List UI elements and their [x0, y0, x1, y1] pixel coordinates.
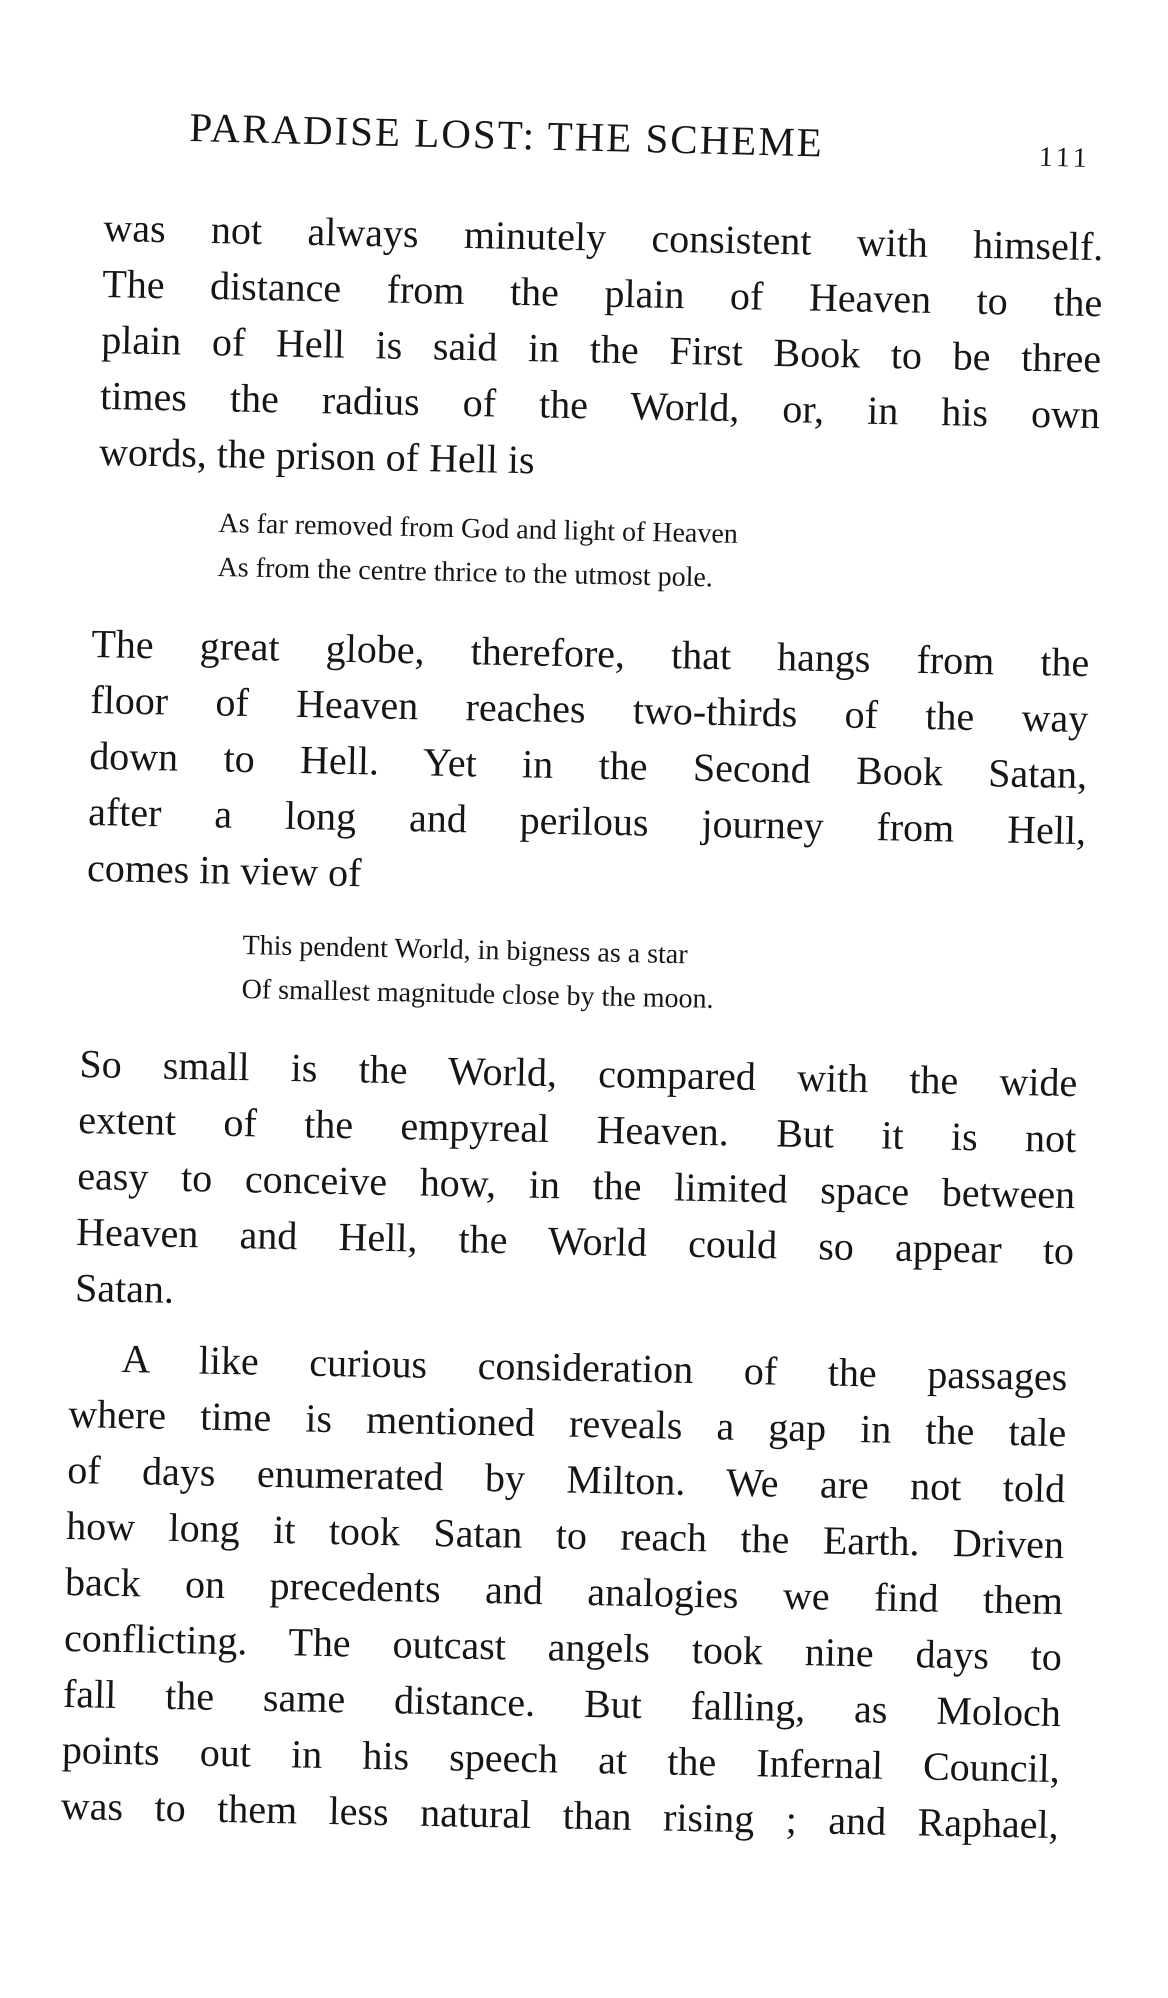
- text-line: easy to conceive how, in the limited space between: [76, 1152, 1076, 1218]
- page-number: 111: [1038, 141, 1092, 175]
- text-line: was to them less natural than rising ; and Raphael,: [60, 1782, 1060, 1848]
- paragraph-3: [75, 1036, 1078, 1335]
- paragraph-1: [99, 200, 1104, 499]
- text-line: after a long and perilous journey from Hell,: [87, 788, 1087, 854]
- text-line: The distance from the plain of Heaven to the: [101, 260, 1103, 326]
- text-line: words, the prison of Hell is: [98, 428, 536, 483]
- text-line: extent of the empyreal Heaven. But it is not: [77, 1096, 1077, 1162]
- verse-line: This pendent World, in bigness as a star: [242, 929, 688, 971]
- text-line: how long it took Satan to reach the Earth. Driven: [65, 1502, 1065, 1568]
- text-line: A like curious consideration of the passages: [121, 1335, 1068, 1400]
- text-line: was not always minutely consistent with himself.: [103, 204, 1104, 270]
- text-line: The great globe, therefore, that hangs from the: [91, 620, 1090, 686]
- verse-quotation-1: [217, 502, 979, 606]
- verse-line: As far removed from God and light of Heaven: [218, 507, 739, 550]
- running-title: PARADISE LOST: THE SCHEME: [188, 103, 825, 166]
- paragraph-2: [87, 616, 1090, 915]
- text-line: times the radius of the World, or, in his own: [99, 372, 1101, 438]
- text-line: of days enumerated by Milton. We are not told: [66, 1446, 1066, 1512]
- verse-quotation-2: [241, 924, 963, 1027]
- text-line: floor of Heaven reaches two-thirds of the way: [89, 676, 1089, 742]
- text-line: where time is mentioned reveals a gap in the tale: [67, 1390, 1067, 1456]
- text-line: comes in view of: [86, 844, 362, 896]
- text-line: plain of Hell is said in the First Book to be three: [100, 316, 1102, 382]
- text-line: conflicting. The outcast angels took nine days to: [63, 1614, 1063, 1680]
- verse-line: As from the centre thrice to the utmost pole.: [217, 551, 714, 594]
- text-line: fall the same distance. But falling, as Moloch: [62, 1670, 1062, 1736]
- verse-line: Of smallest magnitude close by the moon.: [241, 973, 714, 1015]
- paragraph-4: [60, 1330, 1067, 1853]
- text-line: Heaven and Hell, the World could so appear to: [75, 1208, 1075, 1274]
- text-line: points out in his speech at the Infernal Council,: [61, 1726, 1061, 1792]
- text-line: down to Hell. Yet in the Second Book Satan,: [88, 732, 1088, 798]
- text-line: Satan.: [74, 1264, 175, 1312]
- text-line: back on precedents and analogies we find them: [64, 1558, 1064, 1624]
- text-line: So small is the World, compared with the wide: [79, 1040, 1078, 1106]
- running-header: [188, 103, 1109, 195]
